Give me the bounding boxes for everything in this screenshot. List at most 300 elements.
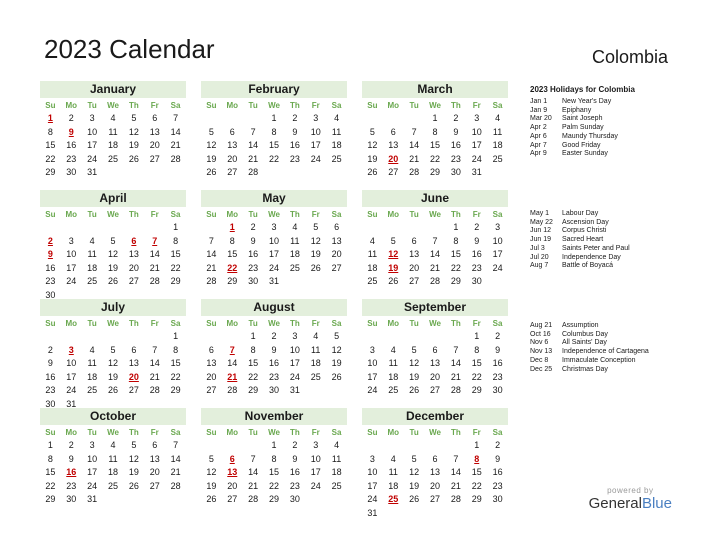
empty-cell (243, 112, 264, 126)
day-cell: 13 (409, 249, 420, 259)
day-cell: 15 (248, 358, 259, 368)
day-grid (201, 439, 347, 507)
day-cell: 19 (107, 262, 118, 273)
day-cell: 21 (149, 371, 160, 382)
day-cell: 5 (208, 126, 214, 137)
day-cell: 29 (227, 276, 238, 286)
weekday-label: Su (367, 101, 378, 110)
day-cell: 26 (107, 385, 118, 395)
day-cell: 23 (450, 153, 461, 164)
weekday-label: Th (289, 319, 300, 328)
empty-cell (201, 112, 222, 126)
day-cell: 19 (409, 480, 420, 491)
day-cell: 14 (248, 140, 259, 150)
weekday-label: Su (45, 319, 56, 328)
day-cell: 27 (409, 276, 420, 286)
day-cell: 5 (369, 126, 375, 137)
weekday-header (201, 317, 347, 330)
weekday-label: Su (367, 319, 378, 328)
day-cell: 28 (149, 276, 160, 286)
weekday-label: We (107, 319, 119, 328)
weekday-label: Mo (65, 319, 78, 328)
day-cell: 18 (107, 467, 118, 477)
day-cell: 5 (411, 453, 417, 464)
powered-by-text: powered by (607, 486, 654, 495)
day-cell: 20 (409, 262, 420, 273)
weekday-label: Th (289, 428, 300, 437)
day-cell: 11 (388, 358, 398, 368)
holiday-name: Maundy Thursday (562, 132, 618, 140)
day-cell: 16 (248, 249, 259, 259)
day-cell: 27 (227, 494, 238, 504)
day-cell: 10 (66, 358, 77, 368)
weekday-label: Mo (65, 428, 78, 437)
day-cell: 17 (471, 140, 482, 150)
holiday-date: 16 (66, 467, 77, 477)
day-cell: 20 (429, 480, 440, 491)
empty-cell (222, 112, 243, 126)
day-cell: 24 (492, 262, 503, 273)
holiday-row (530, 227, 700, 236)
day-cell: 25 (367, 276, 378, 286)
weekday-label: Mo (226, 428, 239, 437)
day-cell: 18 (289, 249, 300, 259)
weekday-header (362, 317, 508, 330)
weekday-label: Sa (331, 428, 342, 437)
day-cell: 18 (87, 262, 98, 273)
holiday-row (530, 262, 700, 271)
day-cell: 18 (331, 140, 342, 150)
month-header: May (201, 190, 347, 207)
day-cell: 29 (471, 494, 482, 504)
day-cell: 26 (367, 167, 378, 177)
weekday-label: Sa (170, 210, 181, 219)
weekday-label: Su (206, 319, 217, 328)
day-cell: 1 (474, 440, 480, 450)
weekday-label: Su (206, 428, 217, 437)
weekday-label: Su (367, 428, 378, 437)
day-cell: 28 (450, 494, 461, 504)
empty-cell (222, 330, 243, 344)
month-header: September (362, 299, 508, 316)
empty-cell (103, 221, 124, 235)
empty-cell (103, 330, 124, 344)
holiday-name: Battle of Boyacá (562, 262, 613, 270)
weekday-header (40, 208, 186, 221)
weekday-label: We (107, 428, 119, 437)
day-cell: 20 (331, 249, 342, 259)
holiday-date-label: May 22 (530, 218, 553, 226)
day-cell: 2 (271, 331, 277, 341)
day-cell: 8 (173, 344, 179, 355)
empty-cell (383, 112, 404, 126)
day-cell: 2 (292, 440, 298, 450)
day-cell: 13 (227, 140, 238, 150)
day-cell: 17 (310, 140, 321, 150)
day-cell: 25 (87, 276, 98, 286)
day-cell: 12 (128, 126, 139, 137)
weekday-header (201, 99, 347, 112)
holiday-date-label: Jan 1 (530, 98, 548, 105)
day-cell: 4 (292, 222, 298, 232)
weekday-label: Fr (311, 428, 320, 437)
day-cell: 2 (495, 331, 501, 341)
month-header: October (40, 408, 186, 425)
holiday-name: Saint Joseph (562, 115, 603, 123)
day-cell: 2 (47, 344, 53, 355)
day-cell: 5 (390, 235, 396, 246)
day-cell: 6 (334, 222, 340, 232)
day-cell: 2 (250, 222, 256, 232)
holiday-date: 20 (128, 371, 139, 382)
holiday-date-label: Jun 12 (530, 227, 552, 235)
day-cell: 26 (128, 480, 139, 491)
day-cell: 7 (208, 235, 214, 246)
day-cell: 21 (409, 153, 420, 164)
weekday-label: Mo (65, 101, 78, 110)
day-cell: 18 (492, 140, 503, 150)
day-cell: 3 (369, 344, 375, 355)
day-cell: 4 (369, 235, 375, 246)
day-cell: 25 (289, 262, 300, 273)
day-cell: 13 (388, 140, 399, 150)
empty-cell (425, 221, 446, 235)
weekday-label: Sa (492, 319, 503, 328)
holiday-row (530, 322, 700, 331)
weekday-label: Mo (65, 210, 78, 219)
weekday-label: We (429, 428, 441, 437)
day-cell: 29 (450, 276, 461, 286)
day-cell: 9 (271, 344, 277, 355)
month-may (201, 190, 347, 299)
holiday-date-label: Jul 3 (530, 244, 545, 252)
holiday-name: Corpus Christi (562, 227, 607, 235)
day-cell: 24 (66, 385, 77, 395)
day-cell: 11 (311, 344, 321, 355)
weekday-label: Sa (492, 210, 503, 219)
day-cell: 21 (450, 480, 461, 491)
empty-cell (425, 330, 446, 344)
day-cell: 4 (334, 440, 340, 450)
day-cell: 20 (429, 371, 440, 382)
month-january (40, 81, 186, 190)
day-cell: 12 (206, 140, 217, 150)
empty-cell (201, 439, 222, 453)
month-june (362, 190, 508, 299)
country-name: Colombia (591, 47, 668, 67)
day-cell: 16 (492, 467, 503, 477)
day-cell: 18 (367, 262, 378, 273)
day-cell: 29 (45, 167, 56, 177)
day-cell: 16 (492, 358, 503, 368)
day-cell: 9 (68, 453, 74, 464)
day-cell: 4 (89, 344, 95, 355)
day-cell: 22 (170, 262, 181, 273)
day-cell: 22 (429, 153, 440, 164)
day-cell: 21 (450, 371, 461, 382)
holiday-date: 12 (388, 249, 399, 259)
holiday-date-label: Apr 6 (530, 132, 547, 140)
day-cell: 8 (250, 344, 256, 355)
day-cell: 1 (250, 331, 256, 341)
day-cell: 3 (292, 331, 298, 341)
weekday-label: Mo (226, 210, 239, 219)
empty-cell (61, 330, 82, 344)
day-cell: 18 (388, 480, 399, 491)
day-cell: 25 (331, 480, 342, 491)
day-cell: 4 (313, 331, 319, 341)
day-cell: 8 (432, 126, 438, 137)
month-march (362, 81, 508, 190)
day-cell: 16 (471, 249, 482, 259)
month-april (40, 190, 186, 299)
day-cell: 13 (149, 453, 160, 464)
day-cell: 24 (471, 153, 482, 164)
day-cell: 11 (87, 249, 97, 259)
weekday-header (362, 426, 508, 439)
day-cell: 5 (131, 113, 137, 123)
holiday-row (530, 219, 700, 228)
weekday-header (40, 426, 186, 439)
day-cell: 27 (128, 276, 139, 286)
day-cell: 3 (89, 113, 95, 123)
day-cell: 7 (152, 344, 158, 355)
day-cell: 26 (409, 494, 420, 504)
day-cell: 24 (310, 480, 321, 491)
day-cell: 10 (310, 453, 321, 464)
day-cell: 22 (170, 371, 181, 382)
day-cell: 12 (409, 467, 420, 477)
holiday-date: 1 (47, 113, 53, 123)
day-cell: 30 (289, 494, 300, 504)
page-title: 2023 Calendar (44, 34, 215, 64)
day-cell: 15 (268, 467, 279, 477)
empty-cell (123, 330, 144, 344)
weekday-label: Fr (150, 210, 159, 219)
day-cell: 21 (206, 262, 217, 273)
day-cell: 14 (248, 467, 259, 477)
brand-footer[interactable] (589, 486, 672, 512)
day-cell: 22 (248, 371, 259, 382)
empty-cell (82, 330, 103, 344)
day-cell: 20 (128, 262, 139, 273)
day-cell: 7 (453, 344, 459, 355)
weekday-label: We (429, 101, 441, 110)
day-cell: 18 (107, 140, 118, 150)
weekday-label: We (268, 210, 280, 219)
day-cell: 11 (367, 249, 378, 259)
day-cell: 4 (334, 113, 340, 123)
day-cell: 8 (47, 126, 53, 137)
day-cell: 23 (248, 262, 259, 273)
day-cell: 24 (367, 385, 378, 395)
holiday-row (530, 254, 700, 263)
day-cell: 10 (310, 126, 321, 137)
day-cell: 8 (271, 126, 277, 137)
day-cell: 8 (173, 235, 179, 246)
empty-cell (404, 112, 425, 126)
holiday-date: 6 (131, 235, 137, 246)
empty-cell (383, 221, 404, 235)
day-cell: 11 (108, 453, 118, 464)
holiday-row (530, 348, 700, 357)
day-cell: 19 (107, 371, 118, 382)
day-cell: 16 (450, 140, 461, 150)
weekday-label: Sa (331, 319, 342, 328)
day-cell: 24 (367, 494, 378, 504)
day-cell: 17 (367, 371, 378, 382)
holiday-date-label: Nov 6 (530, 339, 549, 347)
day-cell: 6 (229, 126, 235, 137)
holiday-date: 6 (229, 453, 235, 464)
brand-logo[interactable]: GeneralBlue (588, 495, 672, 512)
weekday-label: Sa (170, 101, 181, 110)
weekday-label: Fr (150, 428, 159, 437)
day-cell: 20 (206, 371, 217, 382)
month-february (201, 81, 347, 190)
day-cell: 14 (450, 467, 461, 477)
day-cell: 29 (268, 494, 279, 504)
day-cell: 18 (388, 371, 399, 382)
day-cell: 27 (149, 480, 160, 491)
day-cell: 19 (331, 358, 342, 368)
day-cell: 18 (331, 467, 342, 477)
month-header: February (201, 81, 347, 98)
day-cell: 17 (367, 480, 378, 491)
weekday-label: Th (128, 319, 139, 328)
day-cell: 5 (131, 440, 137, 450)
day-cell: 21 (149, 262, 160, 273)
day-cell: 16 (66, 140, 77, 150)
day-cell: 26 (331, 371, 342, 382)
day-cell: 16 (268, 358, 279, 368)
day-cell: 5 (110, 235, 116, 246)
weekday-label: Su (367, 210, 378, 219)
holiday-name: Immaculate Conception (562, 356, 636, 364)
day-cell: 14 (409, 140, 420, 150)
holiday-date-label: Jan 9 (530, 106, 548, 114)
holiday-row (530, 357, 700, 366)
day-grid (40, 330, 186, 411)
empty-cell (425, 439, 446, 453)
day-cell: 30 (66, 494, 77, 504)
holiday-list-q2 (530, 210, 700, 271)
weekday-label: Tu (248, 319, 258, 328)
day-cell: 26 (128, 153, 139, 164)
day-cell: 19 (409, 371, 420, 382)
day-cell: 2 (68, 440, 74, 450)
holiday-date-label: Aug 7 (530, 262, 549, 270)
day-cell: 1 (474, 331, 480, 341)
holiday-date-label: Apr 7 (530, 141, 547, 149)
day-cell: 26 (388, 276, 399, 286)
weekday-label: Tu (409, 210, 419, 219)
month-header: June (362, 190, 508, 207)
day-cell: 3 (68, 235, 74, 246)
day-cell: 26 (107, 276, 118, 286)
day-cell: 27 (128, 385, 139, 395)
day-cell: 1 (271, 440, 277, 450)
day-cell: 8 (47, 453, 53, 464)
day-cell: 16 (45, 371, 56, 382)
day-cell: 27 (149, 153, 160, 164)
day-cell: 20 (149, 467, 160, 477)
day-cell: 18 (87, 371, 98, 382)
weekday-label: Sa (170, 428, 181, 437)
day-cell: 24 (289, 371, 300, 382)
weekday-label: Tu (248, 428, 258, 437)
day-cell: 25 (388, 385, 399, 395)
holiday-date-label: Nov 13 (530, 348, 553, 356)
day-cell: 3 (474, 113, 480, 123)
holiday-date: 1 (229, 222, 235, 232)
day-cell: 23 (66, 480, 77, 491)
holiday-name: Saints Peter and Paul (562, 244, 630, 252)
day-cell: 10 (492, 235, 503, 246)
day-cell: 13 (128, 249, 139, 259)
day-cell: 27 (206, 385, 217, 395)
weekday-label: Fr (311, 101, 320, 110)
weekday-label: Sa (492, 428, 503, 437)
day-cell: 6 (390, 126, 396, 137)
holiday-name: Independence of Cartagena (562, 348, 649, 356)
holiday-date: 2 (47, 235, 53, 246)
day-cell: 10 (87, 453, 98, 464)
day-cell: 10 (471, 126, 482, 137)
day-cell: 9 (292, 453, 298, 464)
day-cell: 23 (289, 153, 300, 164)
day-cell: 24 (310, 153, 321, 164)
holiday-row (530, 331, 700, 340)
weekday-label: Th (450, 319, 461, 328)
day-cell: 2 (68, 113, 74, 123)
day-cell: 20 (227, 153, 238, 164)
weekday-label: Fr (472, 101, 481, 110)
holiday-row (530, 133, 700, 142)
weekday-header (201, 426, 347, 439)
day-cell: 31 (87, 167, 98, 177)
day-cell: 22 (268, 480, 279, 491)
day-cell: 7 (432, 235, 438, 246)
month-august (201, 299, 347, 408)
day-cell: 15 (227, 249, 238, 259)
holiday-date-label: Apr 2 (530, 124, 547, 132)
day-cell: 5 (411, 344, 417, 355)
holiday-date-label: Mar 20 (530, 115, 552, 123)
day-cell: 28 (206, 276, 217, 286)
weekday-label: Tu (87, 319, 97, 328)
holiday-date-label: Dec 8 (530, 356, 549, 364)
weekday-label: Mo (226, 319, 239, 328)
weekday-label: Sa (331, 210, 342, 219)
day-cell: 8 (229, 235, 235, 246)
day-cell: 12 (206, 467, 217, 477)
day-cell: 27 (331, 262, 342, 273)
month-header: August (201, 299, 347, 316)
day-cell: 23 (492, 371, 503, 382)
day-cell: 23 (492, 480, 503, 491)
day-cell: 21 (170, 467, 181, 477)
holiday-date-label: Apr 9 (530, 150, 547, 158)
weekday-header (362, 99, 508, 112)
day-cell: 17 (268, 249, 279, 259)
weekday-label: Fr (311, 210, 320, 219)
holiday-date: 7 (229, 344, 235, 355)
day-cell: 1 (47, 440, 53, 450)
day-cell: 2 (453, 113, 459, 123)
day-cell: 1 (453, 222, 459, 232)
day-cell: 7 (411, 126, 417, 137)
